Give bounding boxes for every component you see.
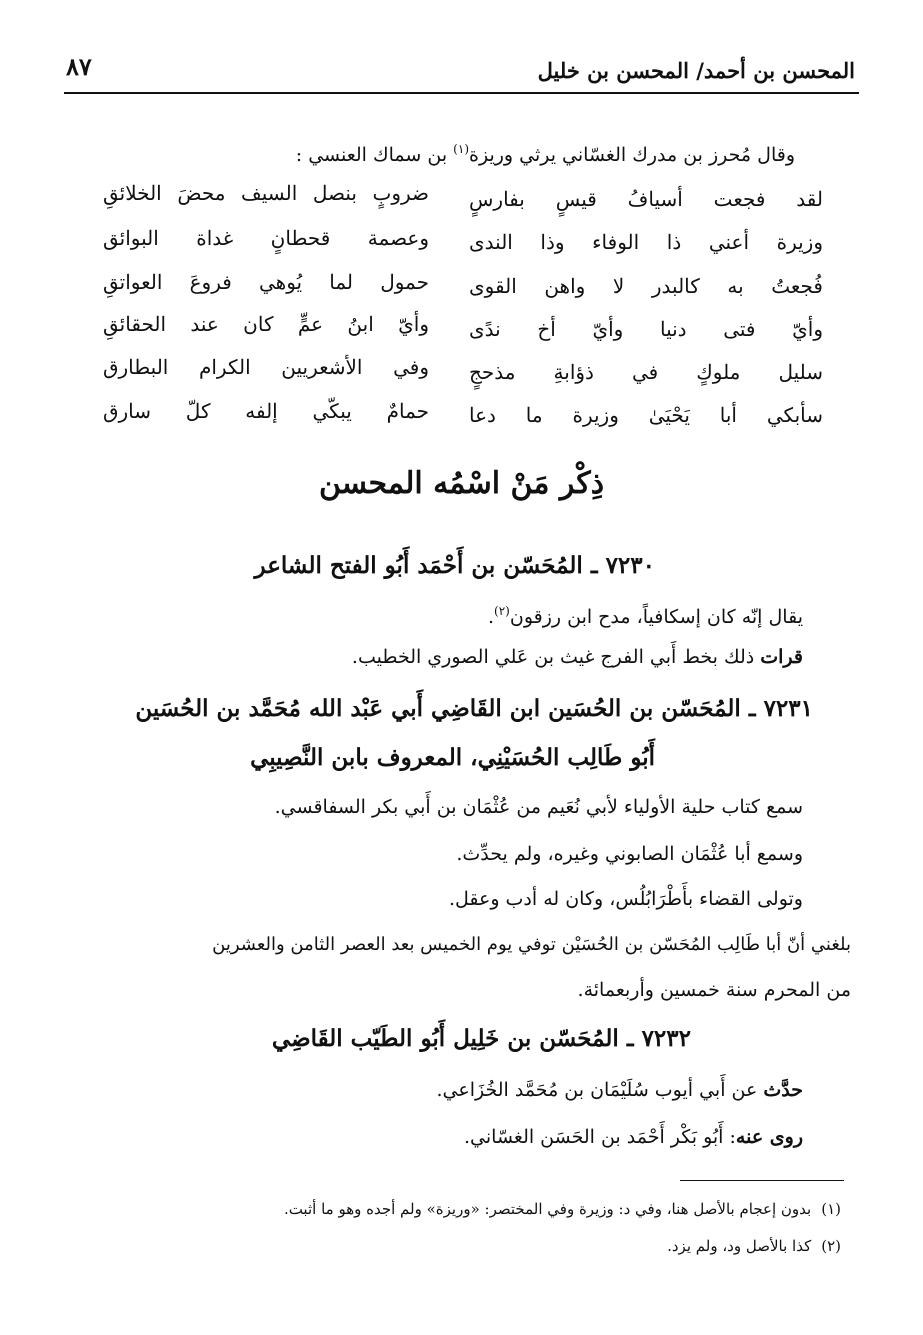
footnote-2 bbox=[667, 1234, 841, 1258]
entry-heading-7231: ٧٢٣١ ـ المُحَسّن بن الحُسَين ابن القَاضِي أَبي عَبْد الله مُحَمَّد بن الحُسَين bbox=[135, 695, 813, 722]
entry-text-line: وسمع أبا عُثْمَان الصابوني وغيره، ولم يحدِّث. bbox=[456, 843, 803, 865]
verse-second-hemistich: حمامٌ يبكّي إلفه كلّ سارق bbox=[103, 399, 429, 423]
verse-second-hemistich: حمول لما يُوهي فروعَ العواتقِ bbox=[103, 270, 429, 294]
page-number: ٨٧ bbox=[66, 52, 92, 81]
entry-text-end: . bbox=[487, 606, 495, 628]
entry-text: : أَبُو بَكْر أَحْمَد بن الحَسَن الغسّاني. bbox=[464, 1126, 736, 1148]
entry-text: ذلك بخط أَبي الفرج غيث بن عَلي الصوري الخطيب. bbox=[351, 646, 761, 668]
entry-text-line bbox=[352, 642, 803, 672]
entry-text: عن أَبي أيوب سُلَيْمَان بن مُحَمَّد الخُزَاعي. bbox=[436, 1079, 764, 1101]
entry-heading-7231-cont: أَبُو طَالِب الحُسَيْنِي، المعروف بابن النَّصِيبِي bbox=[250, 744, 655, 771]
entry-text-line: سمع كتاب حلية الأولياء لأبي نُعَيم من عُثْمَان بن أَبي بكر السفاقسي. bbox=[274, 796, 803, 818]
bold-term-rawa: روى عنه bbox=[735, 1126, 803, 1148]
entry-heading-7232: ٧٢٣٢ ـ المُحَسّن بن خَلِيل أَبُو الطَيّب القَاضِي bbox=[271, 1025, 691, 1052]
entry-text-line bbox=[437, 1075, 804, 1105]
footnote-number: (١) bbox=[821, 1200, 841, 1218]
intro-text: وقال مُحرز بن مدرك الغسّاني يرثي وريزة bbox=[469, 144, 795, 166]
intro-text-end: بن سماك العنسي : bbox=[295, 144, 454, 166]
entry-text: يقال إنّه كان إسكافياً، مدح ابن رزقون bbox=[509, 606, 803, 628]
footnote-1 bbox=[284, 1197, 841, 1221]
verse-first-hemistich: وأيّ فتى دنيا وأيّ أخ ندًى bbox=[469, 317, 823, 341]
footnote-text: بدون إعجام بالأصل هنا، وفي د: وزيرة وفي المختصر: «وريزة» ولم أجده وهو ما أثبت. bbox=[283, 1200, 812, 1218]
entry-text-line: من المحرم سنة خمسين وأربعمائة. bbox=[577, 979, 851, 1001]
verse-second-hemistich: وفي الأشعريين الكرام البطارق bbox=[103, 355, 429, 379]
verse-first-hemistich: سليل ملوكٍ في ذؤابةِ مذحجٍ bbox=[469, 360, 823, 384]
entry-text-line bbox=[464, 1122, 803, 1152]
bold-term-qarat: قرات bbox=[760, 646, 803, 668]
running-title: المحسن بن أحمد/ المحسن بن خليل bbox=[537, 58, 855, 83]
footnote-mark-2: (٢) bbox=[494, 604, 510, 618]
verse-second-hemistich: وعصمة قحطانٍ غداة البوائق bbox=[103, 226, 429, 250]
poem-intro bbox=[296, 134, 795, 170]
verse-first-hemistich: وزيرة أعني ذا الوفاء وذا الندى bbox=[469, 230, 823, 254]
entry-text-line: بلغني أنّ أبا طَالِب المُحَسّن بن الحُسَيْن توفي يوم الخميس بعد العصر الثامن والعشرين bbox=[212, 934, 851, 955]
footnote-number: (٢) bbox=[821, 1237, 841, 1255]
entry-text-line: وتولى القضاء بأَطْرَابُلُس، وكان له أدب وعقل. bbox=[448, 888, 803, 910]
verse-second-hemistich: وأيّ ابنُ عمٍّ كان عند الحقائقِ bbox=[103, 312, 429, 336]
footnote-mark-1: (١) bbox=[453, 142, 469, 156]
footnote-text: كذا بالأصل ود، ولم يزد. bbox=[667, 1237, 812, 1255]
entry-text-line bbox=[488, 596, 803, 632]
bold-term-haddath: حدَّث bbox=[763, 1079, 803, 1101]
entry-heading-7230: ٧٢٣٠ ـ المُحَسّن بن أَحْمَد أَبُو الفتح الشاعر bbox=[254, 552, 655, 579]
verse-second-hemistich: ضروبٍ بنصل السيف محضَ الخلائقِ bbox=[103, 181, 429, 205]
header-rule bbox=[64, 92, 859, 94]
footnote-rule bbox=[680, 1180, 844, 1181]
verse-first-hemistich: لقد فجعت أسيافُ قيسٍ بفارسٍ bbox=[469, 187, 823, 211]
verse-first-hemistich: فُجعتُ به كالبدر لا واهن القوى bbox=[469, 274, 823, 298]
verse-first-hemistich: سأبكي أبا يَحْيَىٰ وزيرة ما دعا bbox=[469, 403, 823, 427]
section-heading: ذِكْر مَنْ اسْمُه المحسن bbox=[318, 466, 605, 501]
